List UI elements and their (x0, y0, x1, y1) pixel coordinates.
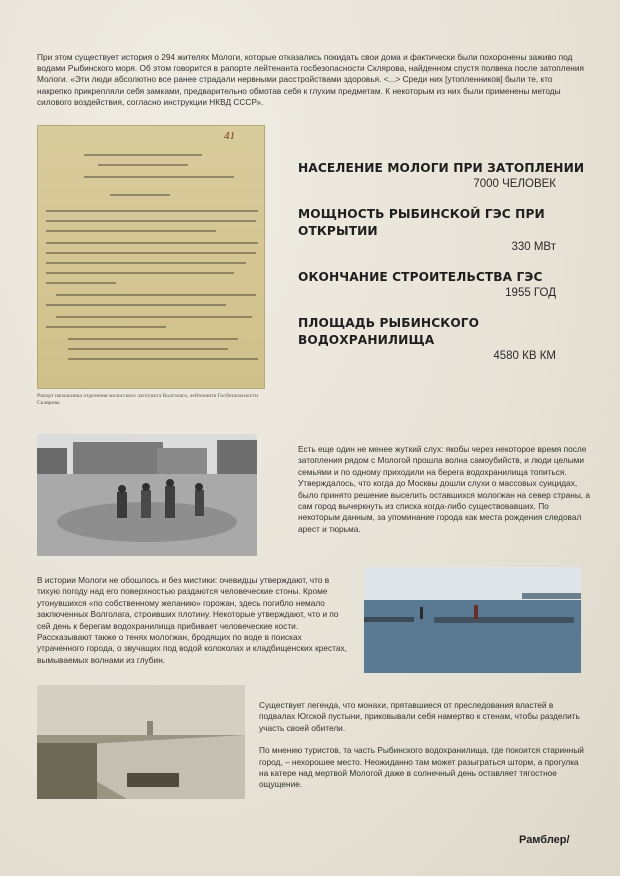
flooded-street-illustration (37, 434, 257, 556)
stat-label: ОКОНЧАНИЕ СТРОИТЕЛЬСТВА ГЭС (298, 270, 543, 284)
doc-stamp: 41 (224, 130, 235, 142)
old-river-illustration (37, 685, 245, 799)
stat-item (298, 269, 586, 301)
text-block-mystic: В истории Мологи не обошлось и без мистики: очевидцы утверждают, что в тихую погоду над его поверхностью раздаются человеческие стоны. Кроме утонувшихся «по собственному желанию» горожан, здесь погибло немало заключенных Волголага, строивших плотину. Некоторые утверждают, что и по сей день к берегам водохранилища прибивает человеческие кости. Рассказывают также о тенях мологжан, бродящих по воде в поисках утраченного города, о звучащих под водой колоколах и кладбищенских крестах, вымываемых волнами из глубин. (37, 575, 347, 665)
old-river-photo (37, 685, 245, 799)
stat-label: НАСЕЛЕНИЕ МОЛОГИ ПРИ ЗАТОПЛЕНИИ (298, 161, 585, 175)
stat-value: 7000 ЧЕЛОВЕК (473, 178, 556, 190)
rambler-logo: Рамблер/ (519, 834, 570, 846)
legend-paragraph: Существует легенда, что монахи, прятавшиеся от преследования властей в подвалах Югской пустыни, приковывали себя намертво к стенам, чтобы разделить участь своей обители. (259, 700, 580, 733)
stat-item (298, 206, 586, 255)
stat-value: 4580 КВ КМ (493, 350, 556, 362)
stat-label: ПЛОЩАДЬ РЫБИНСКОГО ВОДОХРАНИЛИЩА (298, 316, 480, 347)
tourists-paragraph: По мнению туристов, та часть Рыбинского водохранилища, где покоится старинный город, – нехорошее место. Неожиданно там может разыграться шторм, а прогулка на катере над мертвой Мологой даже в солнечный день оставляет тягостное ощущение. (259, 745, 584, 790)
reservoir-photo (364, 567, 581, 673)
flooded-street-photo (37, 434, 257, 556)
intro-paragraph: При этом существует история о 294 жителях Мологи, которые отказались покидать свои дома и фактически были похоронены заживо под водами Рыбинского моря. Об этом говорится в рапорте лейтенанта госбезопасности Склярова, найденном спустя полвека после затопления Мологи. «Эти люди абсолютно все ранее страдали нервными расстройствами здоровья. <...> Среди них [утопленников] были те, кто накрепко прикрепляли себя замками, предварительно обмотав себя к глухим предметам. К некоторым из них были применены методы силового воздействия, согласно инструкции НКВД СССР». (37, 52, 584, 107)
stat-value: 330 МВт (511, 241, 556, 253)
reservoir-illustration (364, 567, 581, 673)
archive-report-image (37, 125, 265, 389)
text-block-rumor: Есть еще один не менее жуткий слух: якобы через некоторое время после затопления рядом с Мологой прошла волна самоубийств, и люди целыми семьями и по одному приходили на берега водохранилища топиться. Утверждалось, что когда до Москвы дошли слухи о массовых суицидах, было принято решение выселить оставшихся мологжан на север страны, а сам город вычеркнуть из списка когда-либо существовавших. По некоторым данным, за упоминание города как места рождения следовал арест и тюрьма. (298, 444, 591, 534)
stat-label: МОЩНОСТЬ РЫБИНСКОЙ ГЭС ПРИ ОТКРЫТИИ (298, 207, 545, 238)
stat-value: 1955 ГОД (505, 287, 556, 299)
image-caption: Рапорт начальника отделения мологского лагпункта Волголага, лейтенанта Госбезопасности Склярова (37, 393, 258, 406)
stat-item (298, 160, 586, 192)
text-block-legend (259, 700, 589, 802)
stat-item (298, 315, 586, 364)
stats-list (298, 160, 586, 378)
